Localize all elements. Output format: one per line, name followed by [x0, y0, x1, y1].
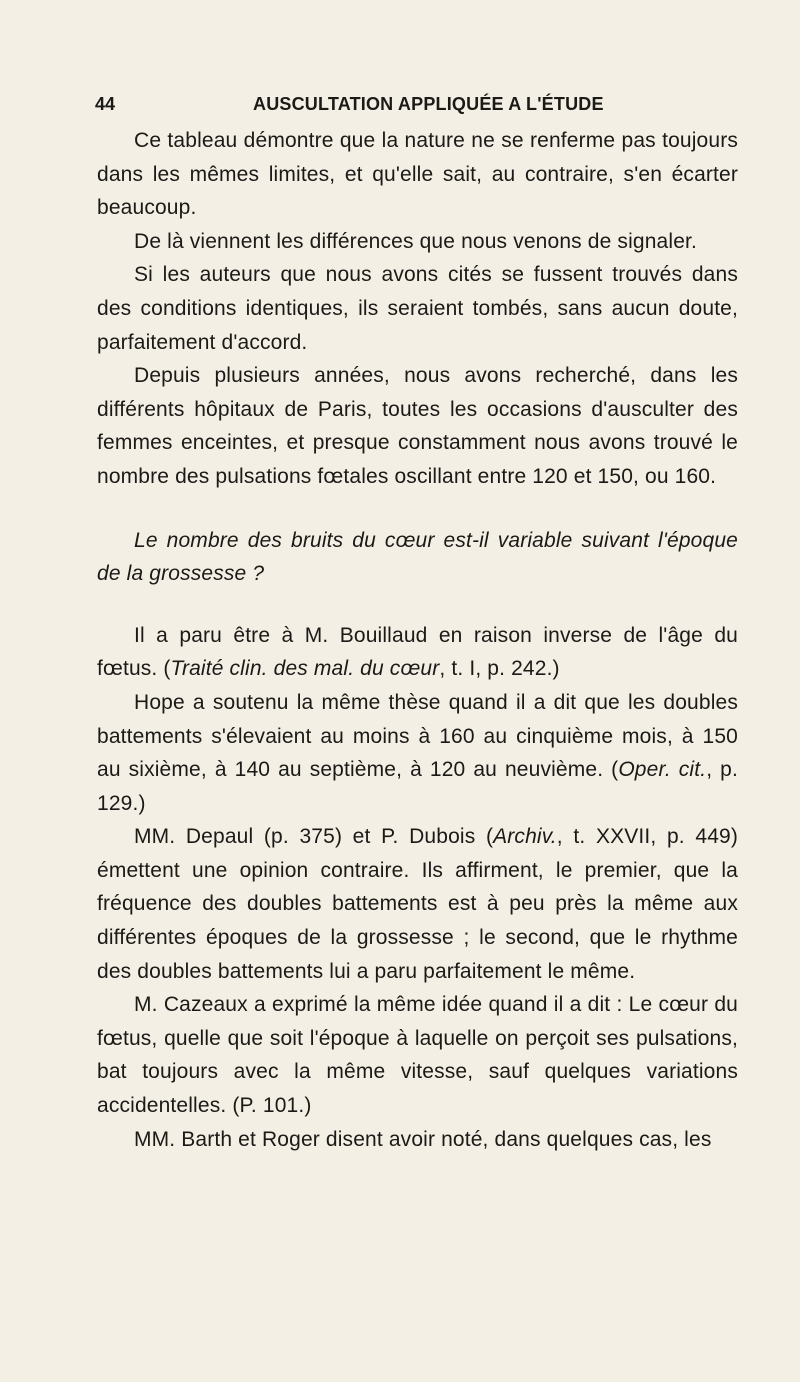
running-title: AUSCULTATION APPLIQUÉE A L'ÉTUDE — [253, 94, 604, 114]
paragraph-7-citation: Archiv. — [493, 825, 557, 849]
page-number: 44 — [95, 94, 116, 114]
paragraph-7-text-a: MM. Depaul (p. 375) et P. Dubois ( — [134, 825, 494, 849]
paragraph-3: Si les auteurs que nous avons cités se fussent trouvés dans des conditions identiques, ils seraient tombés, sans aucun doute, parfaitement d'accord. — [97, 263, 738, 354]
paragraph-5-text-c: , t. I, p. 242.) — [439, 657, 560, 681]
paragraph-9: MM. Barth et Roger disent avoir noté, dans quelques cas, les — [134, 1127, 712, 1151]
paragraph-6 — [97, 686, 738, 820]
paragraph-7 — [97, 820, 738, 988]
paragraph-5-citation: Traité clin. des mal. du cœur — [170, 657, 440, 681]
paragraph-8: M. Cazeaux a exprimé la même idée quand il a dit : Le cœur du fœtus, quelle que soit l'époque à laquelle on perçoit ses pulsations, bat toujours avec la même vitesse, sauf quelques variations accidentelles. (P. 101.) — [97, 993, 738, 1118]
page-header — [97, 88, 738, 124]
body-text — [97, 124, 738, 1156]
paragraph-6-citation: Oper. cit. — [618, 758, 707, 782]
paragraph-4: Depuis plusieurs années, nous avons recherché, dans les différents hôpitaux de Paris, toutes les occasions d'ausculter des femmes enceintes, et presque constamment nous avons trouvé le nombre des pulsations fœtales oscillant entre 120 et 150, ou 160. — [97, 364, 738, 488]
paragraph-5-text-a: Il a paru être à M. Bouillaud en raison inverse de l'âge du fœtus. ( — [97, 623, 738, 681]
paragraph-1: Ce tableau démontre que la nature ne se renferme pas toujours dans les mêmes limites, et qu'elle sait, au contraire, s'en écarter beaucoup. — [97, 129, 738, 220]
paragraph-7-text-c: , t. XXVII, p. 449) émettent une opinion contraire. Ils affirment, le premier, que la fréquence des doubles battements est à peu près la même aux différentes époques de la grossesse ; le second, que le rhythme des doubles battements lui a paru parfaitement le même. — [97, 825, 738, 983]
paragraph-6-text-c: , p. 129.) — [97, 758, 738, 815]
section-heading: Le nombre des bruits du cœur est-il variable suivant l'époque de la grossesse ? — [97, 528, 738, 586]
paragraph-6-text-a: Hope a soutenu la même thèse quand il a dit que les doubles battements s'élevaient au moins à 160 au cinquième mois, à 150 au sixième, à 140 au septième, à 120 au neuvième. ( — [97, 690, 738, 782]
paragraph-2: De là viennent les différences que nous venons de signaler. — [134, 229, 698, 253]
paragraph-5 — [97, 619, 738, 686]
